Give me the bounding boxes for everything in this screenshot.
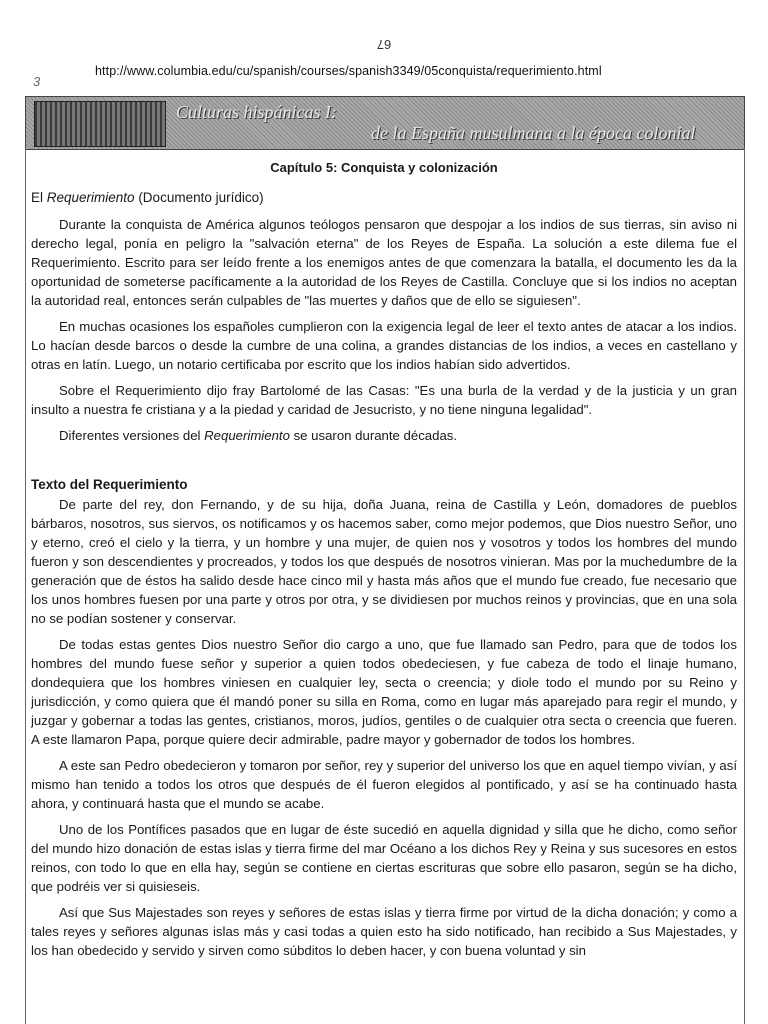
text-heading: Texto del Requerimiento — [31, 477, 188, 492]
section-title: El Requerimiento (Documento jurídico) — [31, 190, 264, 205]
text-paragraph: De parte del rey, don Fernando, y de su hija, doña Juana, reina de Castilla y León, domadores de pueblos bárbaros, nosotros, sus siervos, os notificamos y os hacemos saber, como mejor podemos, que Dios nuestro Señor, uno y eterno, creó el cielo y la tierra, y un hombre y una mujer, de quien nos y vosotros y todos los hombres del mundo fueron y son descendientes y procreados, y todos los que después de nosotros vinieran. Mas por la muchedumbre de la generación que de éstos ha salido desde hace cinco mil y hasta más años que el mundo fue creado, fue necesario que los unos hombres fuesen por una parte y otros por otra, y se dividiesen por muchos reinos y provincias, que en una sola no se podían sostener y conservar. — [31, 497, 737, 626]
text-paragraph: Uno de los Pontífices pasados que en lugar de éste sucedió en aquella dignidad y silla que he dicho, como señor del mundo hizo donación de estas islas y tierra firme del mar Océano a los dichos Rey y Reina y sus sucesores en estos reinos, con todo lo que en ella hay, según se contiene en ciertas escrituras que sobre ello pasaron, según se ha dicho, que podréis ver si quisieseis. — [31, 822, 737, 894]
margin-mark: 3 — [33, 74, 41, 89]
chapter-heading: Capítulo 5: Conquista y colonización — [270, 160, 498, 175]
intro-paragraph: Sobre el Requerimiento dijo fray Bartolomé de las Casas: "Es una burla de la verdad y de la justicia y un gran insulto a nuestra fe cristiana y a la piedad y caridad de Jesucristo, y no tiene ninguna legalidad". — [31, 383, 737, 417]
intro-paragraph: Durante la conquista de América algunos teólogos pensaron que despojar a los indios de sus tierras, sin aviso ni derecho legal, ponía en peligro la "salvación eterna" de los Reyes de España. La solución a este dilema fue el Requerimiento. Escrito para ser leído frente a los enemigos antes de que comenzara la batalla, el documento les da la oportunidad de someterse pacíficamente a la autoridad de los Reyes de Castilla. Concluye que si los indios no aceptan la autoridad real, entonces serán culpables de "las muertes y daños que de ello se siguiesen". — [31, 217, 737, 308]
text-paragraph: De todas estas gentes Dios nuestro Señor dio cargo a uno, que fue llamado san Pedro, para que de todos los hombres del mundo fuese señor y superior a quien todos obedeciesen, y fue cabeza de todo el linaje humano, dondequiera que los hombres viniesen en cualquier ley, secta o creencia; y diole todo el mundo por su Reino y jurisdicción, y como quiera que él mandó poner su silla en Roma, como en lugar más aparejado para regir el mundo, y juzgar y gobernar a todas las gentes, cristianos, moros, judíos, gentiles o de cualquier otra secta o creencia que fueren. A este llamaron Papa, porque quiere decir admirable, padre mayor y gobernador de todos los hombres. — [31, 637, 737, 747]
text-paragraph: A este san Pedro obedecieron y tomaron por señor, rey y superior del universo los que en aquel tiempo vivían, y así mismo han tenido a todos los otros que después de él fueron elegidos al pontificado, y así se ha continuado hasta ahora, y continuará hasta que el mundo se acabe. — [31, 758, 737, 811]
banner-title-line2: de la España musulmana a la época colonial — [371, 123, 696, 143]
banner-image — [34, 101, 166, 147]
document-body — [31, 188, 737, 967]
banner-title-line1: Culturas hispánicas I: — [176, 102, 338, 122]
page-number: 67 — [376, 37, 392, 52]
course-banner — [25, 96, 745, 150]
text-paragraph: Así que Sus Majestades son reyes y señores de estas islas y tierra firme por virtud de la dicha donación; y como a tales reyes y señores algunas islas más y casi todas a quien esto ha sido notificado, han recibido a Sus Majestades, y los han obedecido y servido y sirven como súbditos lo deben hacer, y con buena voluntad y sin — [31, 905, 737, 958]
intro-paragraph: En muchas ocasiones los españoles cumplieron con la exigencia legal de leer el texto antes de atacar a los indios. Lo hacían desde barcos o desde la cumbre de una colina, a grandes distancias de los indios, a veces en castellano y otras en latín. Luego, un notario certificaba por escrito que los indios habían sido advertidos. — [31, 319, 737, 372]
source-url: http://www.columbia.edu/cu/spanish/courses/spanish3349/05conquista/requerimiento.html — [95, 64, 602, 78]
versions-paragraph: Diferentes versiones del Requerimiento se usaron durante décadas. — [59, 428, 458, 443]
